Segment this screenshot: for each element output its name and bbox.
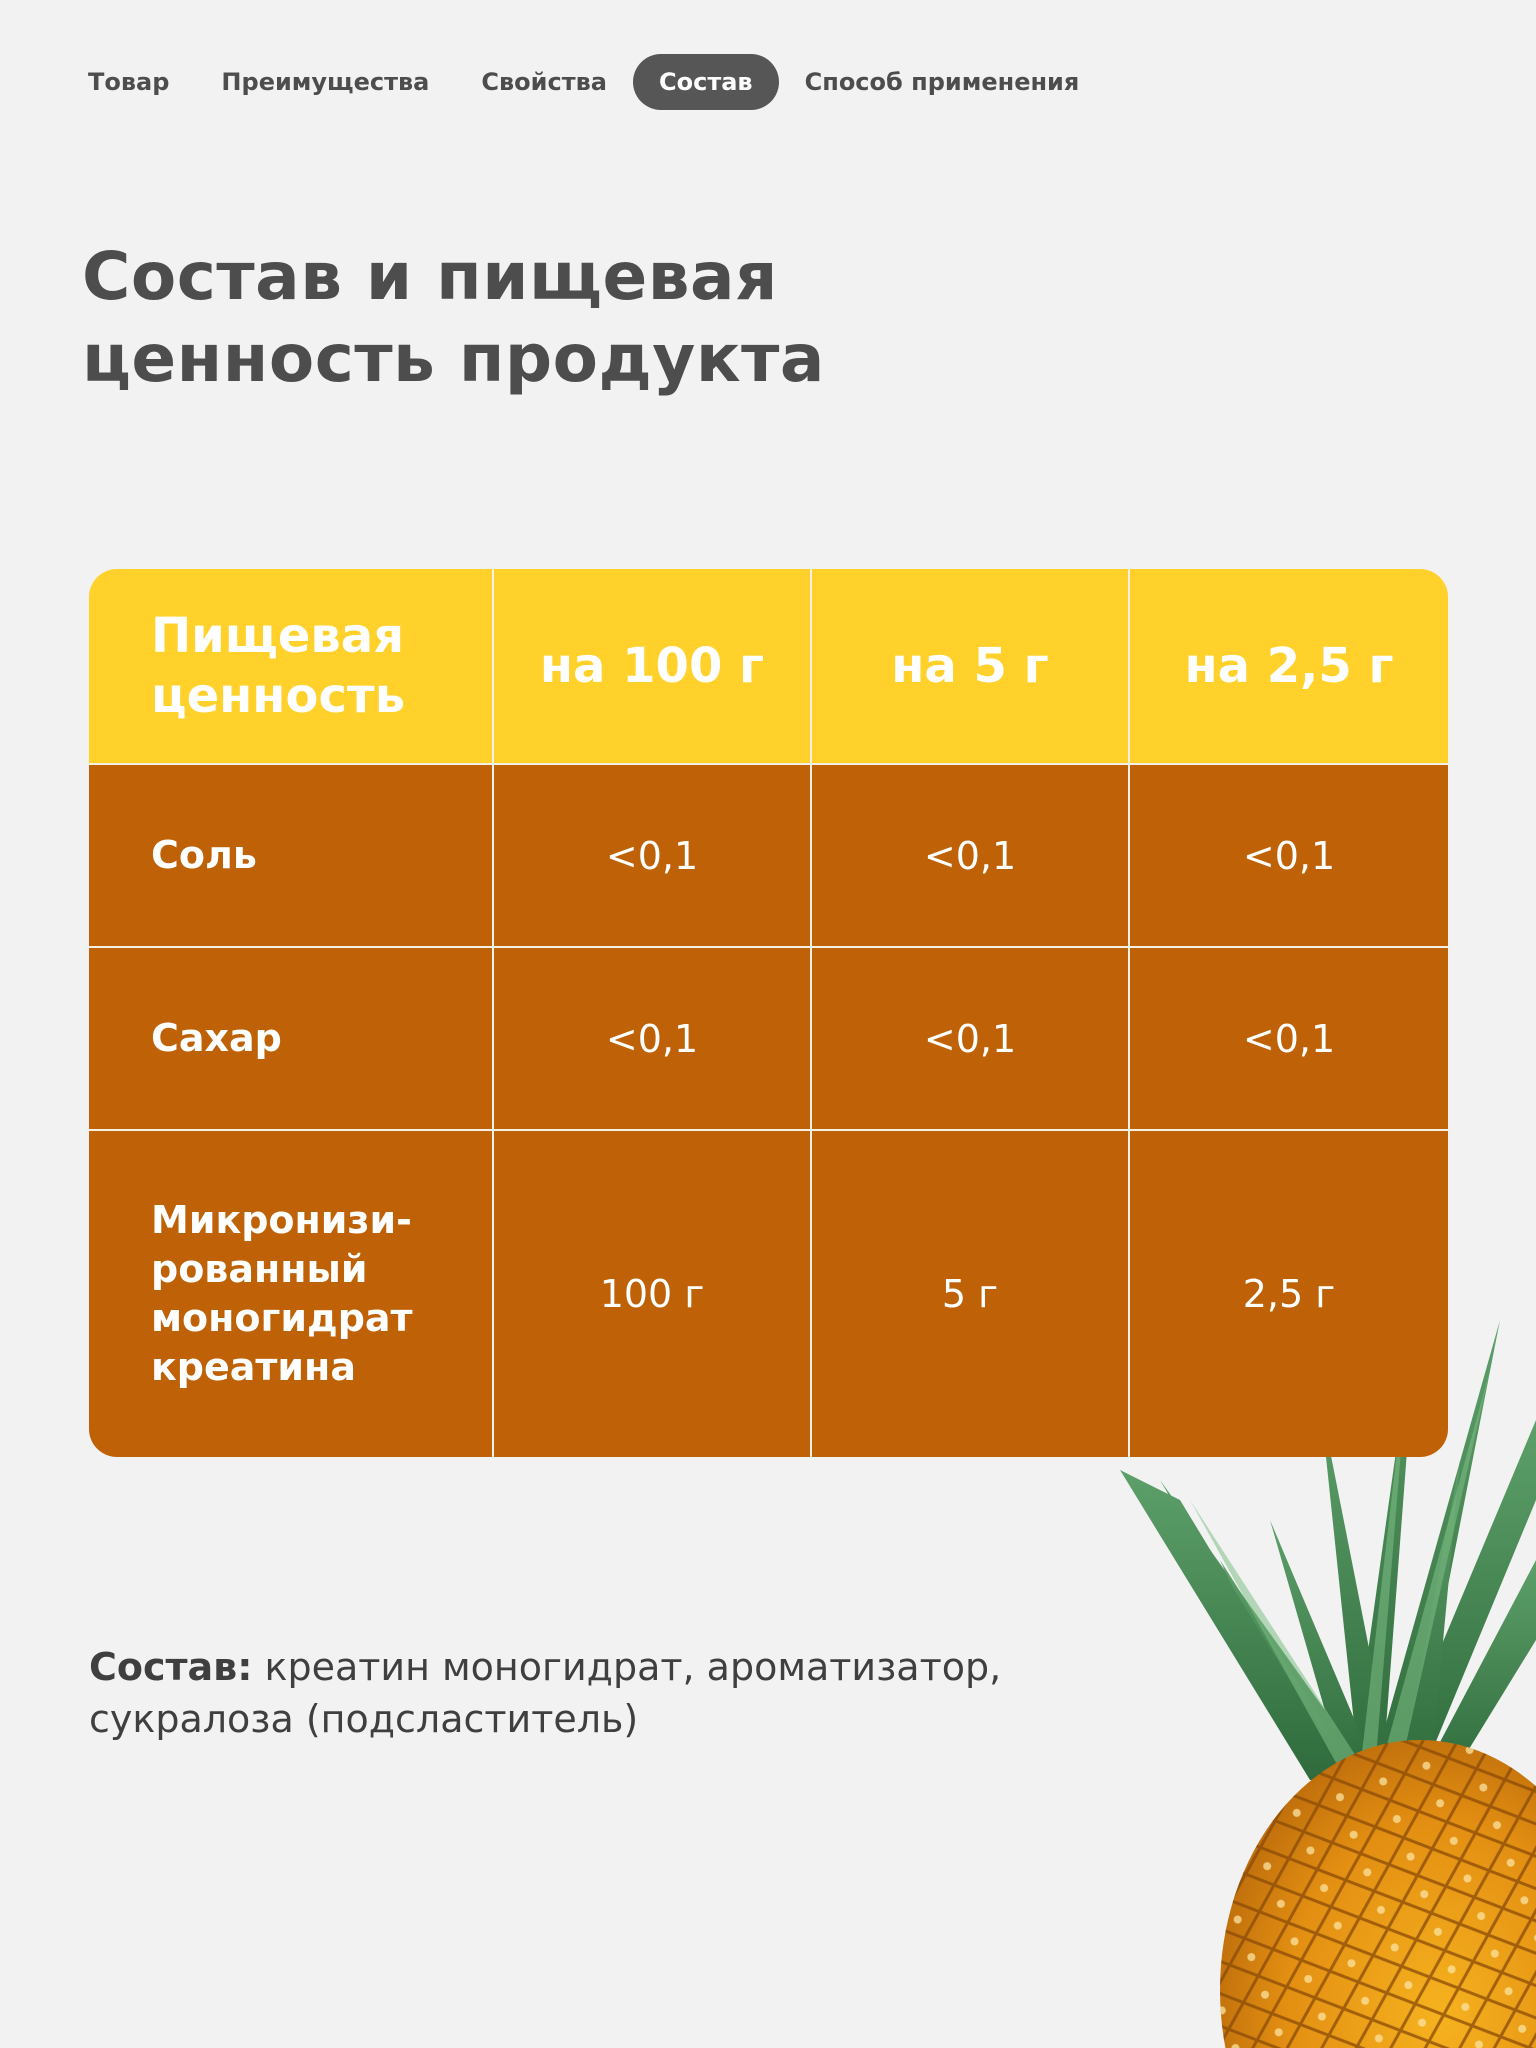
row-label-sugar bbox=[89, 948, 494, 1131]
header-label-line-2: ценность bbox=[151, 668, 406, 724]
row-label-line: Микронизи- bbox=[151, 1198, 412, 1242]
composition-ingredients: креатин моногидрат, ароматизатор, сукралоза (подсластитель) bbox=[89, 1645, 1002, 1741]
cell-sugar-5g: <0,1 bbox=[812, 948, 1130, 1131]
header-nutrition-value bbox=[89, 569, 494, 765]
nav-item-properties[interactable]: Свойства bbox=[481, 68, 607, 96]
cell-creatine-2-5g: 2,5 г bbox=[1130, 1131, 1448, 1457]
cell-creatine-100g: 100 г bbox=[494, 1131, 812, 1457]
section-nav bbox=[68, 54, 1105, 110]
row-label-line: Соль bbox=[151, 833, 257, 877]
table-row bbox=[89, 1131, 1448, 1457]
table-row bbox=[89, 765, 1448, 948]
nav-item-advantages[interactable]: Преимущества bbox=[221, 68, 430, 96]
nav-item-tovar[interactable]: Товар bbox=[88, 68, 170, 96]
header-per-100g: на 100 г bbox=[494, 569, 812, 765]
nutrition-table bbox=[89, 569, 1448, 1457]
table-row bbox=[89, 948, 1448, 1131]
composition-label: Состав: bbox=[89, 1645, 253, 1689]
cell-salt-2-5g: <0,1 bbox=[1130, 765, 1448, 948]
row-label-salt bbox=[89, 765, 494, 948]
row-label-line: креатина bbox=[151, 1345, 356, 1389]
page-title-line-2: ценность продукта bbox=[82, 320, 825, 397]
composition-text bbox=[89, 1641, 1169, 1745]
header-per-5g: на 5 г bbox=[812, 569, 1130, 765]
row-label-creatine bbox=[89, 1131, 494, 1457]
cell-salt-5g: <0,1 bbox=[812, 765, 1130, 948]
table-header-row bbox=[89, 569, 1448, 765]
header-label-line-1: Пищевая bbox=[151, 608, 405, 664]
nav-item-usage[interactable]: Способ применения bbox=[804, 68, 1080, 96]
cell-creatine-5g: 5 г bbox=[812, 1131, 1130, 1457]
header-per-2-5g: на 2,5 г bbox=[1130, 569, 1448, 765]
cell-sugar-2-5g: <0,1 bbox=[1130, 948, 1448, 1131]
nav-item-composition[interactable]: Состав bbox=[633, 54, 779, 110]
cell-sugar-100g: <0,1 bbox=[494, 948, 812, 1131]
cell-salt-100g: <0,1 bbox=[494, 765, 812, 948]
row-label-line: рованный bbox=[151, 1247, 368, 1291]
row-label-line: Сахар bbox=[151, 1016, 282, 1060]
page-title bbox=[82, 236, 825, 400]
row-label-line: моногидрат bbox=[151, 1296, 413, 1340]
page-title-line-1: Состав и пищевая bbox=[82, 238, 778, 315]
